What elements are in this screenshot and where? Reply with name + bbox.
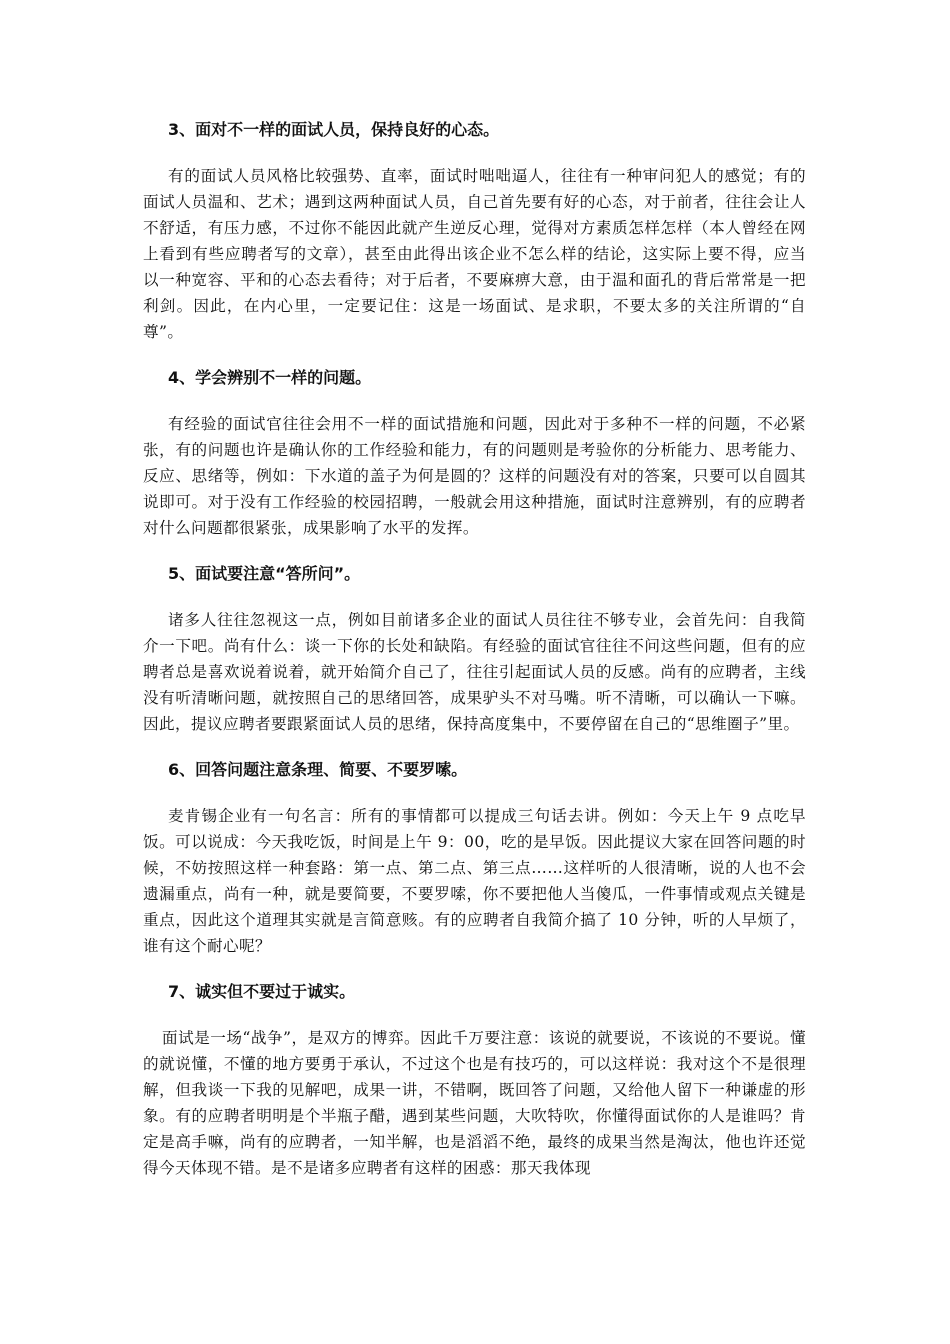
section-7	[143, 980, 806, 1181]
section-paragraph: 麦肯锡企业有一句名言：所有的事情都可以提成三句话去讲。例如：今天上午 9 点吃早饭。可以说成：今天我吃饭，时间是上午 9：00，吃的是早饭。因此提议大家在回答问题的时候，不妨按照这样一种套路：第一点、第二点、第三点……这样听的人很清晰，说的人也不会遗漏重点，尚有一种，就是要简要，不要罗嗦，你不要把他人当傻瓜，一件事情或观点关键是重点，因此这个道理其实就是言简意赅。有的应聘者自我简介搞了 10 分钟，听的人早烦了，谁有这个耐心呢？	[143, 807, 806, 955]
section-heading: 3、面对不一样的面试人员，保持良好的心态。	[168, 120, 500, 139]
section-heading: 7、诚实但不要过于诚实。	[168, 982, 356, 1001]
section-6	[143, 758, 806, 959]
section-paragraph: 有的面试人员风格比较强势、直率，面试时咄咄逼人，往往有一种审问犯人的感觉；有的面试人员温和、艺术；遇到这两种面试人员，自己首先要有好的心态，对于前者，往往会让人不舒适，有压力感，不过你不能因此就产生逆反心理，觉得对方素质怎样怎样（本人曾经在网上看到有些应聘者写的文章），甚至由此得出该企业不怎么样的结论，这实际上要不得，应当以一种宽容、平和的心态去看待；对于后者，不要麻痹大意，由于温和面孔的背后常常是一把利剑。因此，在内心里，一定要记住：这是一场面试、是求职，不要太多的关注所谓的“自尊”。	[143, 167, 806, 341]
section-3	[143, 118, 806, 345]
section-5	[143, 562, 806, 737]
section-heading: 6、回答问题注意条理、简要、不要罗嗦。	[168, 760, 468, 779]
document-body	[143, 118, 806, 1181]
section-paragraph: 诸多人往往忽视这一点，例如目前诸多企业的面试人员往往不够专业，会首先问：自我简介一下吧。尚有什么：谈一下你的长处和缺陷。有经验的面试官往往不问这些问题，但有的应聘者总是喜欢说着说着，就开始简介自己了，往往引起面试人员的反感。尚有的应聘者，主线没有听清晰问题，就按照自己的思绪回答，成果驴头不对马嘴。听不清晰，可以确认一下嘛。因此，提议应聘者要跟紧面试人员的思绪，保持高度集中，不要停留在自己的“思维圈子”里。	[143, 611, 806, 733]
section-paragraph: 有经验的面试官往往会用不一样的面试措施和问题，因此对于多种不一样的问题，不必紧张，有的问题也许是确认你的工作经验和能力，有的问题则是考验你的分析能力、思考能力、反应、思绪等，例如：下水道的盖子为何是圆的？这样的问题没有对的答案，只要可以自圆其说即可。对于没有工作经验的校园招聘，一般就会用这种措施，面试时注意辨别，有的应聘者对什么问题都很紧张，成果影响了水平的发挥。	[143, 415, 806, 537]
section-heading: 5、面试要注意“答所问”。	[168, 564, 361, 583]
section-heading: 4、学会辨别不一样的问题。	[168, 368, 372, 387]
section-4	[143, 366, 806, 541]
section-paragraph: 面试是一场“战争”，是双方的博弈。因此千万要注意：该说的就要说，不该说的不要说。懂的就说懂，不懂的地方要勇于承认，不过这个也是有技巧的，可以这样说：我对这个不是很理解，但我谈一下我的见解吧，成果一讲，不错啊，既回答了问题，又给他人留下一种谦虚的形象。有的应聘者明明是个半瓶子醋，遇到某些问题，大吹特吹，你懂得面试你的人是谁吗？肯定是高手嘛，尚有的应聘者，一知半解，也是滔滔不绝，最终的成果当然是淘汰，他也许还觉得今天体现不错。是不是诸多应聘者有这样的困惑：那天我体现	[143, 1029, 806, 1177]
